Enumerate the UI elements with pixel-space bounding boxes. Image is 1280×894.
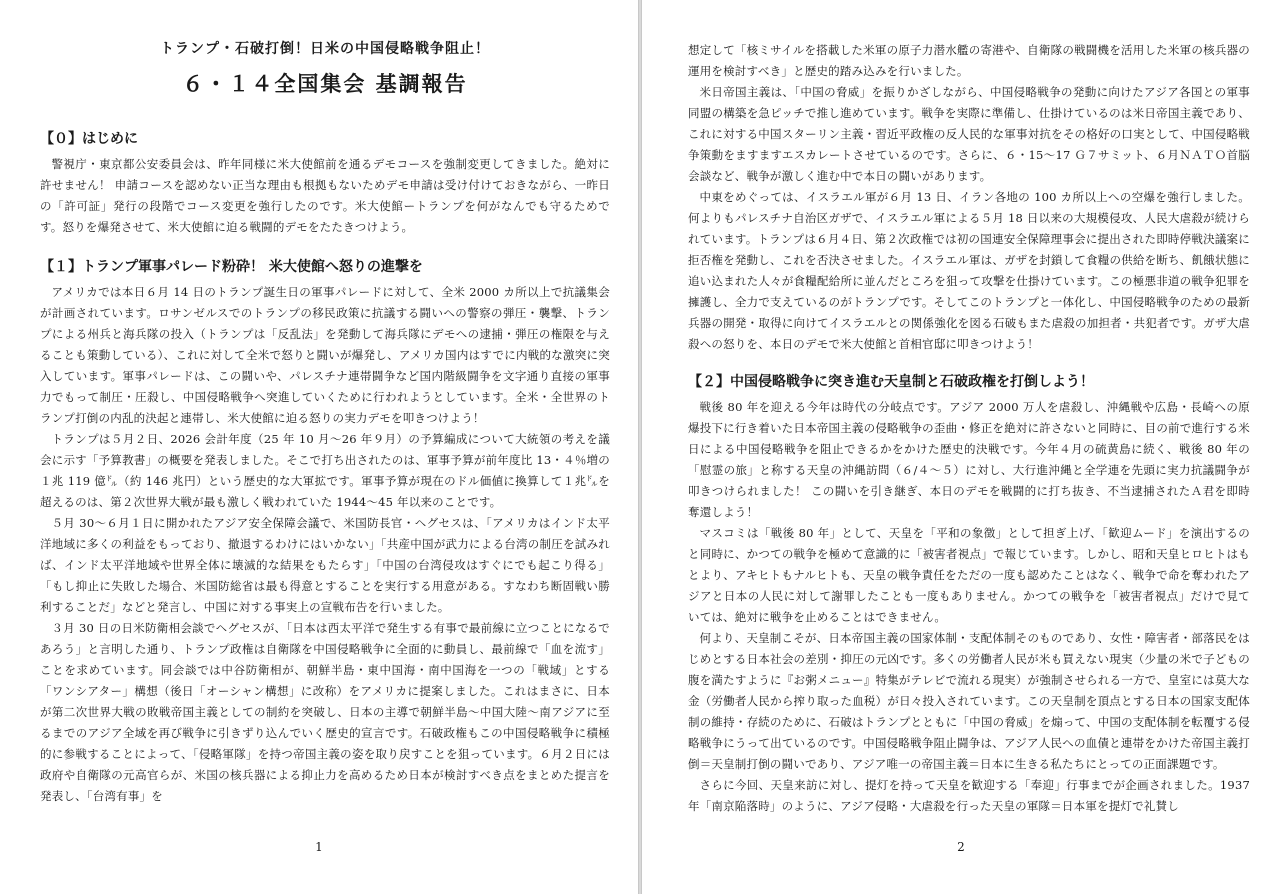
page-number: 2 [957, 840, 965, 854]
paragraph: 米日帝国主義は、「中国の脅威」を振りかざしながら、中国侵略戦争の発動に向けたアジア各国との軍事同盟の構築を急ピッチで推し進めています。戦争を実際に準備し、仕掛けているのは米日帝国主義であり、これに対する中国スターリン主義・習近平政権の反人民的な軍事対抗をその格好の口実として、中国侵略戦争策動をますますエスカレートさせているのです。さらに、６・15〜17 Ｇ７サミット、６月ＮＡＴＯ首脳会談など、戦争が激しく進む中で本日の闘いがあります。 [688, 85, 1250, 183]
page-2 [642, 0, 1280, 894]
paragraph: 何より、天皇制こそが、日本帝国主義の国家体制・支配体制そのものであり、女性・障害者・部落民をはじめとする日本社会の差別・抑圧の元凶です。多くの労働者人民が米も買えない現実（少量の米で子どもの腹を満たすように『お粥メニュー』特集がテレビで流れる現実）が強制させられる一方で、皇室には莫大な金（労働者人民から搾り取った血税）が日々投入されています。この天皇制を頂点とする日本の国家支配体制の維持・存続のために、石破はトランプとともに「中国の脅威」を煽って、中国の支配体制を転覆する侵略戦争にうって出ているのです。中国侵略戦争阻止闘争は、アジア人民への血債と連帯をかけた帝国主義打倒＝天皇制打倒の闘いであり、アジア唯一の帝国主義＝日本に生きる私たちにとっての正面課題です。 [688, 631, 1250, 771]
section-2-heading: 【２】中国侵略戦争に突き進む天皇制と石破政権を打倒しよう！ [688, 374, 1094, 390]
section-0-heading: 【０】はじめに [40, 131, 138, 147]
paragraph-continued: 想定して「核ミサイルを搭載した米軍の原子力潜水艦の寄港や、自衛隊の戦闘機を活用した米軍の核兵器の運用を検討すべき」と歴史的踏み込みを行いました。 [688, 43, 1250, 78]
section-1-heading: 【１】トランプ軍事パレード粉砕！ 米大使館へ怒りの進撃を [40, 259, 423, 275]
paragraph: ３月 30 日の日米防衛相会談でヘグセスが、「日本は西太平洋で発生する有事で最前線に立つことになるであろう」と言明した通り、トランプ政権は自衛隊を中国侵略戦争に全面的に動員し、最前線で「血を流す」ことを求めています。同会談では中谷防衛相が、朝鮮半島・東中国海・南中国海を一つの「戦域」とする「ワンシアター」構想（後日「オーシャン構想」に改称）をアメリカに提案しました。これはまさに、日本が第二次世界大戦の敗戦帝国主義としての制約を突破し、日本の主導で朝鮮半島〜中国大陸〜南アジアに至るまでのアジア全域を再び戦争に引きずり込んでいく歴史的宣言です。石破政権もこの中国侵略戦争に積極的に参戦することによって、「侵略軍隊」を持つ帝国主義の姿を取り戻すことを狙っています。６月２日には政府や自衛隊の元高官らが、米国の核兵器による抑止力を高めるため日本が検討すべき点をまとめた提言を発表し、「台湾有事」を [40, 621, 610, 803]
paragraph: トランプは５月２日、2026 会計年度（25 年 10 月〜26 年９月）の予算編成について大統領の考えを議会に示す「予算教書」の概要を発表しました。そこで打ち出されたのは、軍事予算が前年度比 13・４％増の１兆 119 億㌦（約 146 兆円）という歴史的な大軍拡です。軍事予算が現在のドル価値に換算して１兆㌦を超えるのは、第２次世界大戦が最も激しく戦われていた 1944〜45 年以来のことです。 [40, 432, 610, 509]
paragraph: さらに今回、天皇来訪に対し、提灯を持って天皇を歓迎する「奉迎」行事までが企画されました。1937 年「南京陥落時」のように、アジア侵略・大虐殺を行った天皇の軍隊＝日本軍を提灯で礼賛し [688, 778, 1250, 813]
paragraph: アメリカでは本日６月 14 日のトランプ誕生日の軍事パレードに対して、全米 2000 カ所以上で抗議集会が計画されています。ロサンゼルスでのトランプの移民政策に抗議する闘いへの警察の弾圧・襲撃、トランプによる州兵と海兵隊の投入（トランプは「反乱法」を発動して海兵隊にデモへの逮捕・弾圧の権限を与えることも策動している）、これに対して全米で怒りと闘いが爆発し、アメリカ国内はすでに内戦的な激突に突入しています。軍事パレードは、この闘いや、パレスチナ連帯闘争など国内階級闘争を文字通り直接の軍事力でもって制圧・圧殺し、中国侵略戦争へ突進していくために行われようとしています。全米・全世界のトランプ打倒の内乱的決起と連帯し、米大使館に迫る怒りの実力デモを叩きつけよう！ [40, 285, 610, 425]
page-number: 1 [315, 840, 323, 854]
paragraph: マスコミは「戦後 80 年」として、天皇を「平和の象徴」として担ぎ上げ、「歓迎ムード」を演出するのと同時に、かつての戦争を極めて意識的に「被害者視点」で報じています。しかし、昭和天皇ヒロヒトはもとより、アキヒトもナルヒトも、天皇の戦争責任をただの一度も認めたことはなく、戦争で命を奪われたアジアと日本の人民に対して謝罪したことも一度もありません。かつての戦争を「被害者視点」だけで見ていては、絶対に戦争を止めることはできません。 [688, 526, 1250, 624]
document-title: ６・１４全国集会 基調報告 [182, 72, 468, 96]
document-subtitle: トランプ・石破打倒！日米の中国侵略戦争阻止！ [160, 41, 490, 57]
paragraph: 中東をめぐっては、イスラエル軍が６月 13 日、イラン各地の 100 カ所以上への空爆を強行しました。何よりもパレスチナ自治区ガザで、イスラエル軍による５月 18 日以来の大規模侵攻、人民大虐殺が続けられています。トランプは６月４日、第２次政権では初の国連安全保障理事会に提出された即時停戦決議案に拒否権を発動し、これを否決させました。イスラエル軍は、ガザを封鎖して食糧の供給を断ち、飢餓状態に追い込まれた人々が食糧配給所に並んだところを狙って攻撃を仕掛けています。この極悪非道の戦争犯罪を擁護し、全力で支えているのがトランプです。そしてこのトランプと一体化し、中国侵略戦争のための最新兵器の開発・取得に向けてイスラエルとの関係強化を図る石破もまた虐殺の加担者・共犯者です。ガザ大虐殺への怒りを、本日のデモで米大使館と首相官邸に叩きつけよう！ [688, 190, 1250, 351]
paragraph: 警視庁・東京都公安委員会は、昨年同様に米大使館前を通るデモコースを強制変更してきました。絶対に許せません！ 申請コースを認めない正当な理由も根拠もないためデモ申請は受け付けておきながら、一昨日の「許可証」発行の段階でコース変更を強行したのです。米大使館ートランプを何がなんでも守るためです。怒りを爆発させて、米大使館に迫る戦闘的デモをたたきつけよう。 [40, 157, 610, 234]
page-1 [0, 0, 638, 894]
paragraph: 戦後 80 年を迎える今年は時代の分岐点です。アジア 2000 万人を虐殺し、沖縄戦や広島・長崎への原爆投下に行き着いた日本帝国主義の侵略戦争の歪曲・修正を絶対に許さないと同時に、目の前で進行する米日による中国侵略戦争を阻止できるかをかけた歴史的決戦です。今年４月の硫黄島に続く、戦後 80 年の「慰霊の旅」と称する天皇の沖縄訪問（６/４〜５）に対し、大行進沖縄と全学連を先頭に実力抗議闘争が叩きつけられました！ この闘いを引き継ぎ、本日のデモを戦闘的に打ち抜き、不当逮捕されたＡ君を即時奪還しよう！ [688, 400, 1250, 519]
paragraph: ５月 30〜６月１日に開かれたアジア安全保障会議で、米国防長官・ヘグセスは、「アメリカはインド太平洋地域に多くの利益をもっており、撤退するわけにはいかない」「共産中国が武力による台湾の制圧を試みれば、インド太平洋地域や世界全体に壊滅的な結果をもたらす」「中国の台湾侵攻はすぐにでも起こり得る」「もし抑止に失敗した場合、米国防総省は最も得意とすることを実行する用意がある。すなわち断固戦い勝利することだ」などと発言し、中国に対する事実上の宣戦布告を行いました。 [40, 516, 610, 614]
